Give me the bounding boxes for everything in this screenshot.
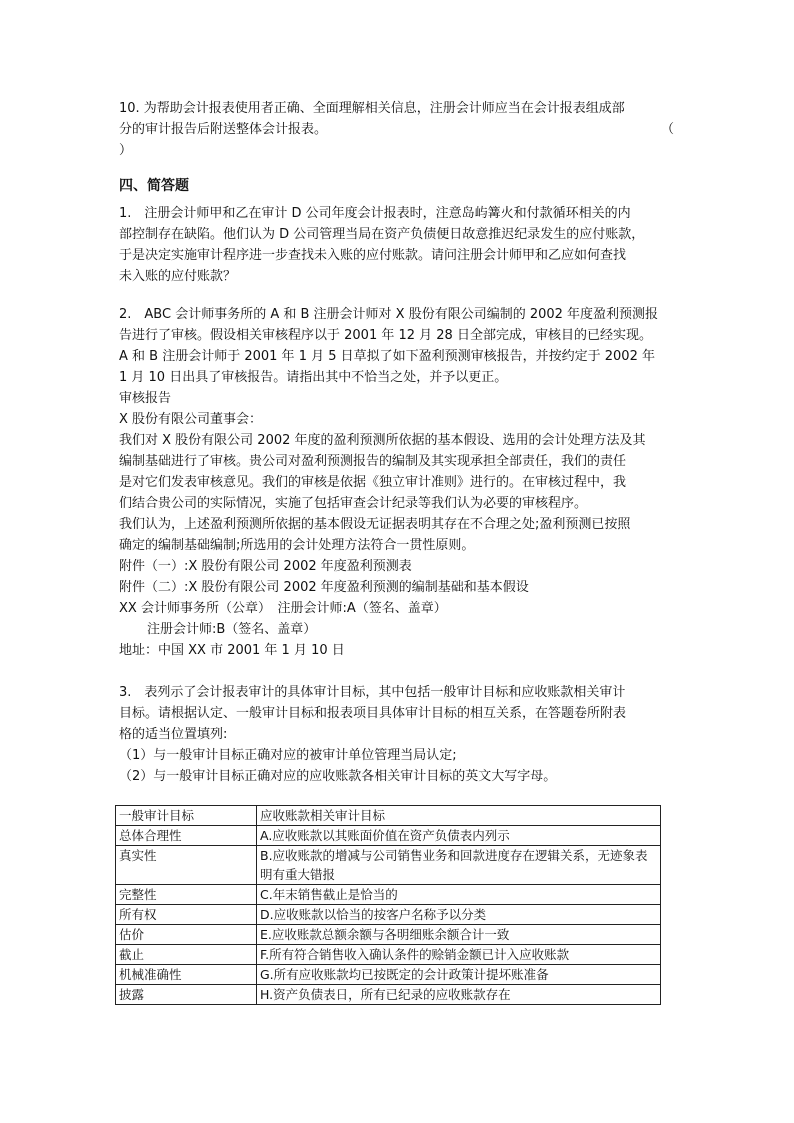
report-addressee: X 股份有限公司董事会：: [119, 412, 263, 427]
q2-line-1: 2. ABC 会计师事务所的 A 和 B 注册会计师对 X 股份有限公司编制的 2002 年度盈利预测报: [119, 307, 659, 322]
report-title: 审核报告: [119, 391, 172, 406]
q3-line-3: 格的适当位置填列:: [119, 727, 228, 742]
q1-line-4: 未入账的应付账款？: [119, 269, 237, 284]
table-cell: 机械准确性: [116, 965, 257, 985]
question-3: [119, 682, 674, 787]
attachment-2: 附件（二）:X 股份有限公司 2002 年度盈利预测的编制基础和基本假设: [119, 580, 529, 595]
table-row: [116, 965, 661, 985]
table-cell: 完整性: [116, 885, 257, 905]
table-header-cell: 应收账款相关审计目标: [257, 806, 661, 826]
report-body-line-6: 确定的编制基础编制;所选用的会计处理方法符合一贯性原则。: [119, 538, 475, 553]
question-10: [119, 98, 674, 161]
table-row: [116, 925, 661, 945]
table-cell: 估价: [116, 925, 257, 945]
table-row: [116, 945, 661, 965]
table-row: [116, 826, 661, 846]
table-cell: 披露: [116, 985, 257, 1005]
report-address-date: 地址：中国 XX 市 2001 年 1 月 10 日: [119, 643, 345, 658]
q2-line-2: 告进行了审核。假设相关审核程序以于 2001 年 12 月 28 日全部完成，审核目的已经实现。: [119, 328, 652, 343]
report-body-line-1: 我们对 X 股份有限公司 2002 年度的盈利预测所依据的基本假设、选用的会计处理方法及其: [119, 433, 646, 448]
q10-answer-paren-close: ）: [119, 143, 133, 158]
table-row: [116, 985, 661, 1005]
q10-line-2: [119, 119, 674, 140]
signature-line-1: XX 会计师事务所（公章） 注册会计师:A（签名、盖章）: [119, 601, 447, 616]
q3-line-1: 3. 表列示了会计报表审计的具体审计目标，其中包括一般审计目标和应收账款相关审计: [119, 685, 626, 700]
section-heading: 四、简答题: [119, 178, 189, 194]
table-cell: A.应收账款以其账面价值在资产负债表内列示: [257, 826, 661, 846]
question-2: [119, 304, 674, 661]
table-cell: C.年末销售截止是恰当的: [257, 885, 661, 905]
table-cell: G.所有应收账款均已按既定的会计政策计提坏账准备: [257, 965, 661, 985]
signature-line-2: 注册会计师:B（签名、盖章）: [147, 622, 317, 637]
table-cell: D.应收账款以恰当的按客户名称予以分类: [257, 905, 661, 925]
table-cell: F.所有符合销售收入确认条件的赊销金额已计入应收账款: [257, 945, 661, 965]
table-header-cell: 一般审计目标: [116, 806, 257, 826]
q3-item-2: （2）与一般审计目标正确对应的应收账款各相关审计目标的英文大写字母。: [119, 769, 557, 784]
report-body-line-4: 们结合贵公司的实际情况，实施了包括审查会计纪录等我们认为必要的审核程序。: [119, 496, 588, 511]
q10-line-1: 10. 为帮助会计报表使用者正确、全面理解相关信息，注册会计师应当在会计报表组成部: [119, 101, 625, 116]
table-row: [116, 885, 661, 905]
attachment-1: 附件（一）:X 股份有限公司 2002 年度盈利预测表: [119, 559, 412, 574]
q3-line-2: 目标。请根据认定、一般审计目标和报表项目具体审计目标的相互关系，在答题卷所附表: [119, 706, 627, 721]
table-cell: E.应收账款总额余额与各明细账余额合计一致: [257, 925, 661, 945]
q2-line-3: A 和 B 注册会计师于 2001 年 1 月 5 日草拟了如下盈利预测审核报告，并按约定于 2002 年: [119, 349, 655, 364]
q3-item-1: （1）与一般审计目标正确对应的被审计单位管理当局认定;: [119, 748, 457, 763]
report-body-line-3: 是对它们发表审核意见。我们的审核是依据《独立审计准则》进行的。在审核过程中，我: [119, 475, 627, 490]
q1-line-3: 于是决定实施审计程序进一步查找未入账的应付账款。请问注册会计师甲和乙应如何查找: [119, 248, 627, 263]
table-cell: 截止: [116, 945, 257, 965]
table-cell: 总体合理性: [116, 826, 257, 846]
q1-line-2: 部控制存在缺陷。他们认为 D 公司管理当局在资产负债便日故意推迟纪录发生的应付账款，: [119, 227, 645, 242]
table-cell: B.应收账款的增减与公司销售业务和回款进度存在逻辑关系，无迹象表明有重大错报: [257, 846, 661, 885]
q1-line-1: 1. 注册会计师甲和乙在审计 D 公司年度会计报表时，注意岛屿篝火和付款循环相关的内: [119, 206, 631, 221]
audit-objectives-table: [115, 805, 661, 1005]
q2-line-4: 1 月 10 日出具了审核报告。请指出其中不恰当之处，并予以更正。: [119, 370, 508, 385]
table-header-row: [116, 806, 661, 826]
table-cell: H.资产负债表日，所有已纪录的应收账款存在: [257, 985, 661, 1005]
report-body-line-2: 编制基础进行了审核。贵公司对盈利预测报告的编制及其实现承担全部责任，我们的责任: [119, 454, 627, 469]
q10-line-2-text: 分的审计报告后附送整体会计报表。: [119, 122, 328, 137]
table-cell: 真实性: [116, 846, 257, 885]
q10-answer-paren-open: （: [660, 122, 674, 137]
table-cell: 所有权: [116, 905, 257, 925]
table-row: [116, 905, 661, 925]
report-body-line-5: 我们认为，上述盈利预测所依据的基本假设无证据表明其存在不合理之处;盈利预测已按照: [119, 517, 631, 532]
question-1: [119, 203, 674, 287]
table-row: [116, 846, 661, 885]
